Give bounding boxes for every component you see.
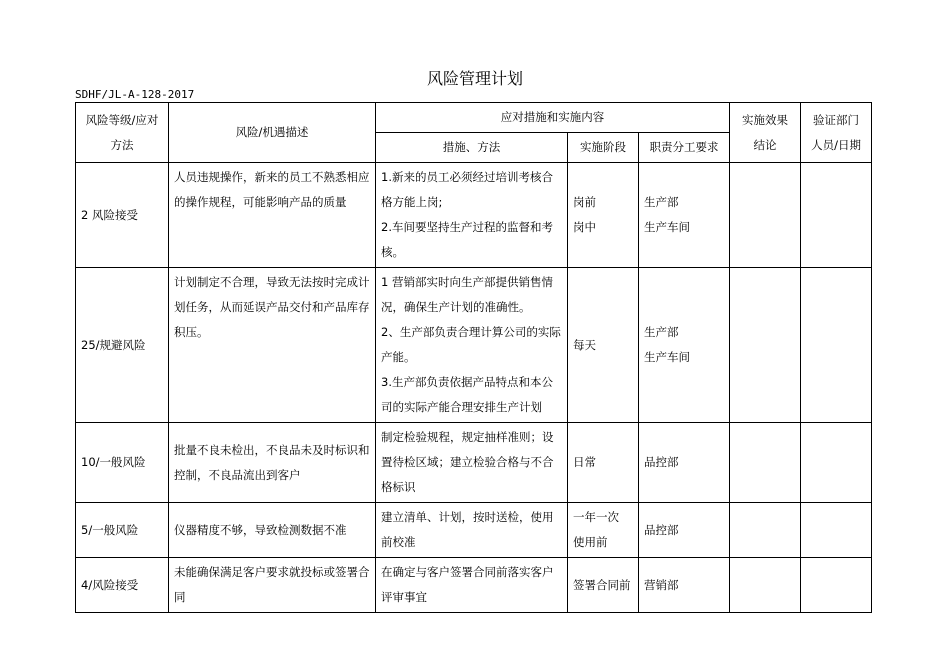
page-title: 风险管理计划 <box>426 69 523 88</box>
table-row <box>76 268 872 423</box>
header-measures: 措施、方法 <box>376 133 568 163</box>
header-level-method: 风险等级/应对 方法 <box>76 103 169 163</box>
description-cell: 未能确保满足客户要求就投标或签署合同 <box>169 558 376 613</box>
document-code: SDHF/JL-A-128-2017 <box>75 88 195 101</box>
header-responsibility: 职责分工要求 <box>639 133 730 163</box>
responsibility-cell: 生产部 生产车间 <box>639 163 730 268</box>
risk-level-cell: 2 风险接受 <box>76 163 169 268</box>
description-cell: 批量不良未检出，不良品未及时标识和控制，不良品流出到客户 <box>169 423 376 503</box>
stage-cell: 签署合同前 <box>568 558 639 613</box>
effect-cell <box>730 423 801 503</box>
responsibility-cell: 品控部 <box>639 423 730 503</box>
table-row <box>76 503 872 558</box>
header-measures-group: 应对措施和实施内容 <box>376 103 730 133</box>
measures-cell: 制定检验规程，规定抽样准则；设置待检区域；建立检验合格与不合格标识 <box>376 423 568 503</box>
table-row <box>76 163 872 268</box>
description-cell: 计划制定不合理，导致无法按时完成计划任务，从而延误产品交付和产品库存积压。 <box>169 268 376 423</box>
risk-plan-table <box>75 102 872 613</box>
stage-cell: 一年一次 使用前 <box>568 503 639 558</box>
stage-cell: 每天 <box>568 268 639 423</box>
verify-cell <box>801 503 872 558</box>
effect-cell <box>730 503 801 558</box>
stage-cell: 日常 <box>568 423 639 503</box>
risk-level-cell: 25/规避风险 <box>76 268 169 423</box>
responsibility-cell: 生产部 生产车间 <box>639 268 730 423</box>
measures-cell: 在确定与客户签署合同前落实客户评审事宜 <box>376 558 568 613</box>
risk-level-cell: 5/一般风险 <box>76 503 169 558</box>
table-row <box>76 558 872 613</box>
verify-cell <box>801 423 872 503</box>
description-cell: 人员违规操作，新来的员工不熟悉相应的操作规程，可能影响产品的质量 <box>169 163 376 268</box>
effect-cell <box>730 558 801 613</box>
responsibility-cell: 营销部 <box>639 558 730 613</box>
responsibility-cell: 品控部 <box>639 503 730 558</box>
measures-cell: 建立清单、计划，按时送检，使用前校准 <box>376 503 568 558</box>
table-row <box>76 423 872 503</box>
header-verify: 验证部门 人员/日期 <box>801 103 872 163</box>
stage-cell: 岗前 岗中 <box>568 163 639 268</box>
risk-level-cell: 4/风险接受 <box>76 558 169 613</box>
verify-cell <box>801 268 872 423</box>
description-cell: 仪器精度不够，导致检测数据不准 <box>169 503 376 558</box>
effect-cell <box>730 268 801 423</box>
header-stage: 实施阶段 <box>568 133 639 163</box>
verify-cell <box>801 558 872 613</box>
effect-cell <box>730 163 801 268</box>
header-effect: 实施效果 结论 <box>730 103 801 163</box>
verify-cell <box>801 163 872 268</box>
header-row-1 <box>76 103 872 133</box>
header-description: 风险/机遇描述 <box>169 103 376 163</box>
measures-cell: 1 营销部实时向生产部提供销售情况，确保生产计划的准确性。 2、生产部负责合理计算公司的实际产能。 3.生产部负责依据产品特点和本公司的实际产能合理安排生产计划 <box>376 268 568 423</box>
risk-level-cell: 10/一般风险 <box>76 423 169 503</box>
measures-cell: 1.新来的员工必须经过培训考核合格方能上岗; 2.车间要坚持生产过程的监督和考核。 <box>376 163 568 268</box>
